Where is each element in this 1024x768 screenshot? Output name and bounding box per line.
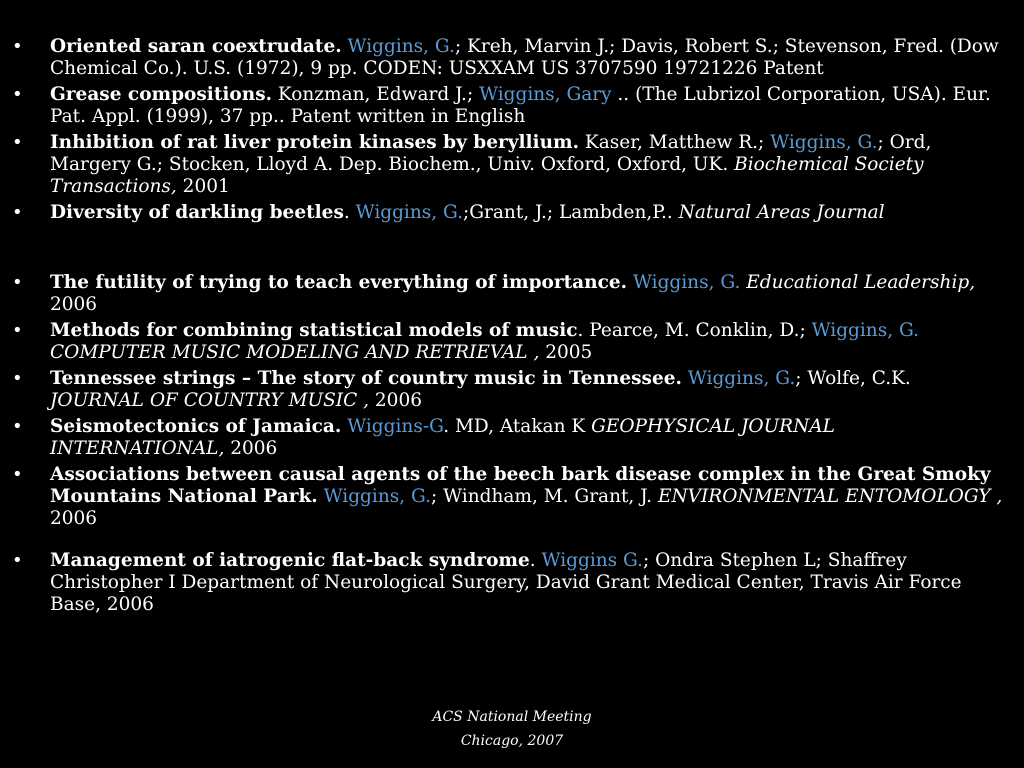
reference-details: ; Wolfe, C.K. bbox=[795, 368, 911, 389]
journal-name: GEOPHYSICAL JOURNAL INTERNATIONAL, bbox=[50, 416, 835, 459]
footer-meeting-name: ACS National Meeting bbox=[432, 709, 592, 725]
reference-list bbox=[0, 36, 1024, 620]
journal-name: Natural Areas Journal bbox=[678, 202, 885, 223]
reference-year: 2006 bbox=[369, 390, 422, 411]
bullet-icon: • bbox=[12, 84, 23, 105]
highlighted-author: Wiggins, G. bbox=[347, 36, 455, 57]
bullet-icon: • bbox=[12, 132, 23, 153]
bullet-icon: • bbox=[12, 272, 23, 293]
reference-details: ; Ord, Margery G.; Stocken, Lloyd A. Dep. Biochem., Univ. Oxford, Oxford, UK. bbox=[50, 132, 932, 175]
reference-title: Seismotectonics of Jamaica. bbox=[50, 416, 342, 437]
reference-details: ; Ondra Stephen L; Shaffrey Christopher I Department of Neurological Surgery, David Grant Medical Center, Travis Air Force Base, 2006 bbox=[50, 550, 962, 615]
bullet-icon: • bbox=[12, 464, 23, 485]
reference-item bbox=[0, 272, 1024, 316]
reference-item bbox=[0, 84, 1024, 128]
journal-name: Educational Leadership, bbox=[746, 272, 976, 293]
reference-item bbox=[0, 368, 1024, 412]
highlighted-author: Wiggins G. bbox=[541, 550, 644, 571]
bullet-icon: • bbox=[12, 320, 23, 341]
highlighted-author: Wiggins-G bbox=[347, 416, 444, 437]
reference-title: Methods for combining statistical models of music bbox=[50, 320, 578, 341]
reference-details: ; Kreh, Marvin J.; Davis, Robert S.; Stevenson, Fred. (Dow Chemical Co.). U.S. (1972), 9 pp. CODEN: USXXAM US 3707590 19721226 Patent bbox=[50, 36, 999, 79]
footer-location-year: Chicago, 2007 bbox=[460, 733, 564, 749]
reference-year: 2006 bbox=[50, 508, 98, 529]
journal-name: COMPUTER MUSIC MODELING AND RETRIEVAL , bbox=[50, 342, 540, 363]
reference-details: . MD, Atakan K bbox=[443, 416, 592, 437]
reference-separator: . bbox=[529, 550, 542, 571]
reference-item bbox=[0, 416, 1024, 460]
reference-title: Grease compositions. bbox=[50, 84, 273, 105]
reference-item bbox=[0, 550, 1024, 616]
highlighted-author: Wiggins, G. bbox=[632, 272, 741, 293]
reference-title: Oriented saran coextrudate. bbox=[50, 36, 342, 57]
bullet-icon: • bbox=[12, 36, 23, 57]
reference-year: 2006 bbox=[50, 294, 98, 315]
reference-item bbox=[0, 320, 1024, 364]
reference-title: The futility of trying to teach everything of importance. bbox=[50, 272, 628, 293]
highlighted-author: Wiggins, G. bbox=[323, 486, 431, 507]
reference-title: Tennessee strings – The story of country music in Tennessee. bbox=[50, 368, 682, 389]
reference-title: Management of iatrogenic flat-back syndrome bbox=[50, 550, 530, 571]
bullet-icon: • bbox=[12, 368, 23, 389]
reference-separator: . bbox=[343, 202, 356, 223]
highlighted-author: Wiggins, Gary bbox=[479, 84, 612, 105]
reference-title: Inhibition of rat liver protein kinases by beryllium. bbox=[50, 132, 580, 153]
reference-details: ; Windham, M. Grant, J. bbox=[431, 486, 658, 507]
reference-item bbox=[0, 202, 1024, 224]
highlighted-author: Wiggins, G. bbox=[770, 132, 878, 153]
reference-title: Associations between causal agents of the beech bark disease complex in the Great Smoky Mountains National Park. bbox=[50, 464, 991, 507]
reference-item bbox=[0, 132, 1024, 198]
journal-name: JOURNAL OF COUNTRY MUSIC , bbox=[50, 390, 370, 411]
reference-title: Diversity of darkling beetles bbox=[50, 202, 344, 223]
reference-details: ;Grant, J.; Lambden,P.. bbox=[463, 202, 679, 223]
reference-details: .. (The Lubrizol Corporation, USA). Eur. Pat. Appl. (1999), 37 pp.. Patent written in English bbox=[50, 84, 991, 127]
reference-year: 2006 bbox=[224, 438, 278, 459]
reference-item bbox=[0, 464, 1024, 530]
reference-year: 2005 bbox=[539, 342, 593, 363]
bullet-icon: • bbox=[12, 550, 23, 571]
journal-name: ENVIRONMENTAL ENTOMOLOGY , bbox=[657, 486, 1003, 507]
reference-separator: Konzman, Edward J.; bbox=[272, 84, 480, 105]
highlighted-author: Wiggins, G. bbox=[811, 320, 919, 341]
reference-separator: Kaser, Matthew R.; bbox=[579, 132, 771, 153]
reference-item bbox=[0, 36, 1024, 80]
highlighted-author: Wiggins, G. bbox=[687, 368, 796, 389]
bullet-icon: • bbox=[12, 416, 23, 437]
highlighted-author: Wiggins, G. bbox=[355, 202, 464, 223]
reference-separator: . Pearce, M. Conklin, D.; bbox=[577, 320, 812, 341]
bullet-icon: • bbox=[12, 202, 23, 223]
journal-name: Biochemical Society Transactions, bbox=[50, 154, 924, 197]
reference-year: 2001 bbox=[176, 176, 230, 197]
